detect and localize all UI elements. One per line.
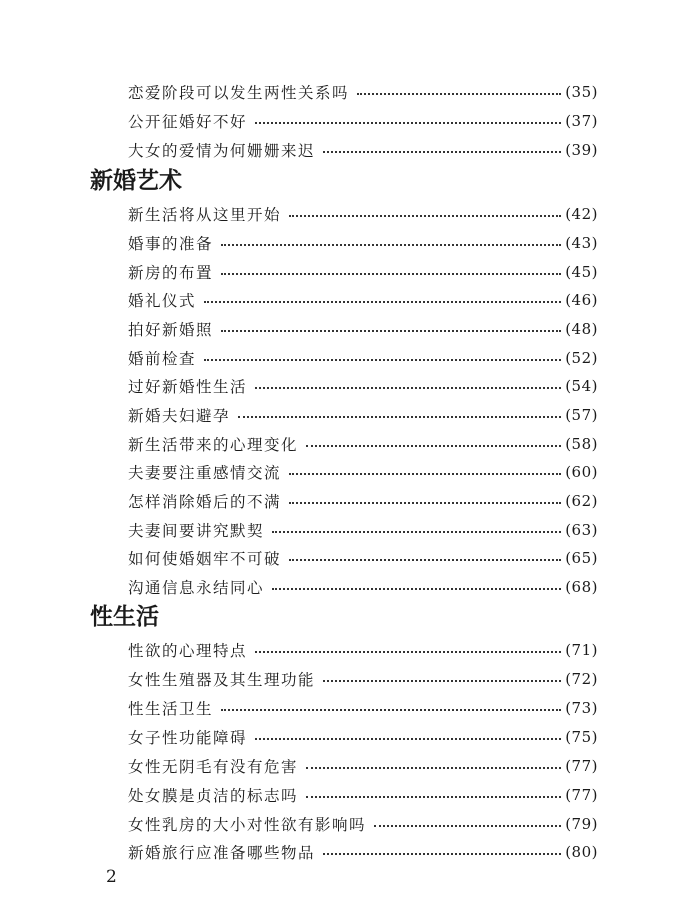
toc-entry[interactable] bbox=[128, 401, 598, 429]
dot-leader bbox=[255, 387, 561, 389]
toc-entry[interactable] bbox=[128, 200, 598, 228]
toc-entry-title: 新生活带来的心理变化 bbox=[128, 436, 299, 454]
toc-entry-page: (54) bbox=[565, 377, 598, 395]
dot-leader bbox=[306, 445, 561, 447]
dot-leader bbox=[221, 273, 561, 275]
toc-entry[interactable] bbox=[128, 694, 598, 722]
toc-entry-title: 拍好新婚照 bbox=[128, 321, 214, 339]
toc-entry[interactable] bbox=[128, 752, 598, 780]
toc-entry-page: (42) bbox=[565, 205, 598, 223]
toc-entry-title: 女子性功能障碍 bbox=[128, 729, 248, 747]
toc-entry-page: (58) bbox=[565, 435, 598, 453]
dot-leader bbox=[323, 853, 561, 855]
toc-entry-page: (39) bbox=[565, 141, 598, 159]
toc-entry[interactable] bbox=[128, 229, 598, 257]
toc-entry[interactable] bbox=[128, 458, 598, 486]
toc-entry-page: (48) bbox=[565, 320, 598, 338]
toc-entry[interactable] bbox=[128, 810, 598, 838]
toc-entry-page: (73) bbox=[565, 699, 598, 717]
toc-entry[interactable] bbox=[128, 430, 598, 458]
toc-entry-title: 女性无阴毛有没有危害 bbox=[128, 758, 299, 776]
toc-entry-page: (46) bbox=[565, 291, 598, 309]
dot-leader bbox=[289, 215, 561, 217]
dot-leader bbox=[255, 122, 561, 124]
dot-leader bbox=[374, 825, 561, 827]
toc-entry-page: (52) bbox=[565, 349, 598, 367]
toc-entry-title: 女性乳房的大小对性欲有影响吗 bbox=[128, 816, 367, 834]
toc-entry[interactable] bbox=[128, 573, 598, 601]
toc-entry-page: (79) bbox=[565, 815, 598, 833]
dot-leader bbox=[306, 767, 561, 769]
toc-entry[interactable] bbox=[128, 258, 598, 286]
toc-entry[interactable] bbox=[128, 636, 598, 664]
toc-entry-page: (68) bbox=[565, 578, 598, 596]
toc-entry-title: 性欲的心理特点 bbox=[128, 642, 248, 660]
toc-entry[interactable] bbox=[128, 315, 598, 343]
toc-entry-page: (60) bbox=[565, 463, 598, 481]
toc-entry-page: (45) bbox=[565, 263, 598, 281]
toc-entry-title: 沟通信息永结同心 bbox=[128, 579, 265, 597]
toc-entry-page: (63) bbox=[565, 521, 598, 539]
dot-leader bbox=[289, 473, 561, 475]
toc-entry-page: (62) bbox=[565, 492, 598, 510]
toc-entry-page: (57) bbox=[565, 406, 598, 424]
toc-entry[interactable] bbox=[128, 487, 598, 515]
toc-entry-title: 婚前检查 bbox=[128, 350, 197, 368]
section-heading: 性生活 bbox=[90, 604, 159, 630]
toc-entry-title: 女性生殖器及其生理功能 bbox=[128, 671, 316, 689]
dot-leader bbox=[357, 93, 561, 95]
toc-entry-page: (75) bbox=[565, 728, 598, 746]
toc-entry-title: 如何使婚姻牢不可破 bbox=[128, 550, 282, 568]
toc-entry-title: 夫妻要注重感情交流 bbox=[128, 464, 282, 482]
dot-leader bbox=[221, 709, 561, 711]
toc-entry[interactable] bbox=[128, 665, 598, 693]
toc-entry-title: 夫妻间要讲究默契 bbox=[128, 522, 265, 540]
toc-entry-title: 大女的爱情为何姗姗来迟 bbox=[128, 142, 316, 160]
toc-entry-title: 新婚夫妇避孕 bbox=[128, 407, 231, 425]
toc-entry-page: (71) bbox=[565, 641, 598, 659]
toc-entry-title: 过好新婚性生活 bbox=[128, 378, 248, 396]
section-heading: 新婚艺术 bbox=[90, 168, 182, 194]
toc-entry-page: (65) bbox=[565, 549, 598, 567]
toc-entry[interactable] bbox=[128, 723, 598, 751]
toc-entry[interactable] bbox=[128, 516, 598, 544]
toc-entry-page: (77) bbox=[565, 786, 598, 804]
toc-entry-title: 怎样消除婚后的不满 bbox=[128, 493, 282, 511]
toc-entry-title: 性生活卫生 bbox=[128, 700, 214, 718]
toc-entry[interactable] bbox=[128, 781, 598, 809]
dot-leader bbox=[289, 559, 561, 561]
dot-leader bbox=[323, 151, 561, 153]
toc-entry[interactable] bbox=[128, 286, 598, 314]
dot-leader bbox=[289, 502, 561, 504]
toc-entry-title: 处女膜是贞洁的标志吗 bbox=[128, 787, 299, 805]
toc-entry-title: 公开征婚好不好 bbox=[128, 113, 248, 131]
toc-entry-page: (35) bbox=[565, 83, 598, 101]
dot-leader bbox=[272, 531, 561, 533]
dot-leader bbox=[272, 588, 561, 590]
toc-entry[interactable] bbox=[128, 107, 598, 135]
dot-leader bbox=[238, 416, 561, 418]
toc-entry[interactable] bbox=[128, 544, 598, 572]
dot-leader bbox=[221, 244, 561, 246]
page-number: 2 bbox=[106, 867, 117, 887]
toc-entry[interactable] bbox=[128, 838, 598, 866]
toc-entry-page: (43) bbox=[565, 234, 598, 252]
toc-entry-title: 新婚旅行应准备哪些物品 bbox=[128, 844, 316, 862]
toc-entry-title: 新房的布置 bbox=[128, 264, 214, 282]
dot-leader bbox=[255, 738, 561, 740]
toc-entry-page: (37) bbox=[565, 112, 598, 130]
toc-entry[interactable] bbox=[128, 78, 598, 106]
toc-entry-page: (72) bbox=[565, 670, 598, 688]
toc-entry[interactable] bbox=[128, 344, 598, 372]
toc-entry-page: (77) bbox=[565, 757, 598, 775]
dot-leader bbox=[221, 330, 561, 332]
toc-entry-page: (80) bbox=[565, 843, 598, 861]
dot-leader bbox=[255, 651, 561, 653]
dot-leader bbox=[306, 796, 561, 798]
toc-entry-title: 新生活将从这里开始 bbox=[128, 206, 282, 224]
dot-leader bbox=[323, 680, 561, 682]
toc-entry-title: 恋爱阶段可以发生两性关系吗 bbox=[128, 84, 350, 102]
toc-entry-title: 婚事的准备 bbox=[128, 235, 214, 253]
dot-leader bbox=[204, 359, 561, 361]
toc-entry[interactable] bbox=[128, 136, 598, 164]
toc-entry[interactable] bbox=[128, 372, 598, 400]
dot-leader bbox=[204, 301, 561, 303]
toc-entry-title: 婚礼仪式 bbox=[128, 292, 197, 310]
